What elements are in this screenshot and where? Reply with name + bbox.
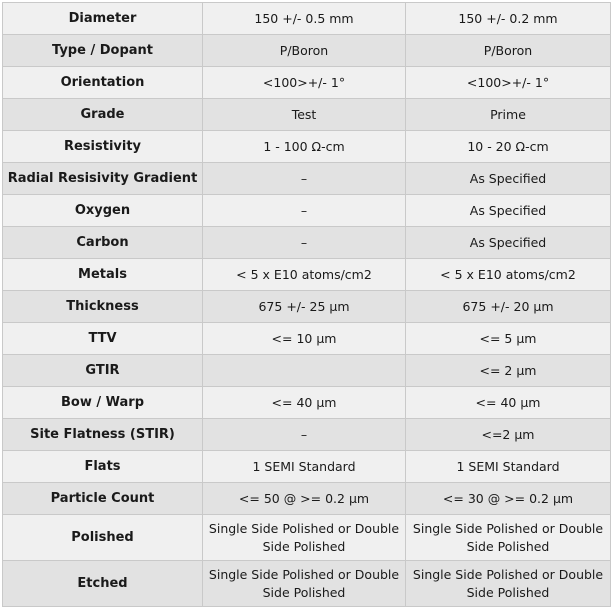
table-row [3, 323, 611, 355]
prime-grade-value: P/Boron [406, 35, 611, 67]
prime-grade-value: 150 +/- 0.2 mm [406, 3, 611, 35]
table-row [3, 99, 611, 131]
table-row [3, 387, 611, 419]
spec-label: Bow / Warp [3, 387, 203, 419]
test-grade-value: <= 50 @ >= 0.2 µm [203, 483, 406, 515]
spec-label: Type / Dopant [3, 35, 203, 67]
prime-grade-value: <= 2 µm [406, 355, 611, 387]
test-grade-value [203, 355, 406, 387]
prime-grade-value: <100>+/- 1° [406, 67, 611, 99]
spec-label: Flats [3, 451, 203, 483]
table-row [3, 259, 611, 291]
spec-label: Etched [3, 561, 203, 607]
table-row [3, 419, 611, 451]
test-grade-value: 1 SEMI Standard [203, 451, 406, 483]
prime-grade-value: <= 30 @ >= 0.2 µm [406, 483, 611, 515]
spec-label: GTIR [3, 355, 203, 387]
spec-label: Particle Count [3, 483, 203, 515]
spec-label: Orientation [3, 67, 203, 99]
prime-grade-value: 1 SEMI Standard [406, 451, 611, 483]
prime-grade-value: As Specified [406, 163, 611, 195]
spec-label: Radial Resisivity Gradient [3, 163, 203, 195]
spec-label: Thickness [3, 291, 203, 323]
test-grade-value: <= 40 µm [203, 387, 406, 419]
prime-grade-value: 675 +/- 20 µm [406, 291, 611, 323]
spec-label: Metals [3, 259, 203, 291]
prime-grade-value: <=2 µm [406, 419, 611, 451]
test-grade-value: <100>+/- 1° [203, 67, 406, 99]
prime-grade-value: < 5 x E10 atoms/cm2 [406, 259, 611, 291]
spec-label: Oxygen [3, 195, 203, 227]
prime-grade-value: Single Side Polished or Double Side Polished [406, 515, 611, 561]
test-grade-value: Single Side Polished or Double Side Polished [203, 515, 406, 561]
test-grade-value: < 5 x E10 atoms/cm2 [203, 259, 406, 291]
spec-label: Grade [3, 99, 203, 131]
prime-grade-value: 10 - 20 Ω-cm [406, 131, 611, 163]
table-row [3, 163, 611, 195]
table-row [3, 131, 611, 163]
test-grade-value: – [203, 419, 406, 451]
prime-grade-value: Prime [406, 99, 611, 131]
table-row [3, 195, 611, 227]
spec-label: Resistivity [3, 131, 203, 163]
table-row [3, 67, 611, 99]
test-grade-value: Test [203, 99, 406, 131]
test-grade-value: – [203, 195, 406, 227]
table-row [3, 291, 611, 323]
spec-label: Carbon [3, 227, 203, 259]
prime-grade-value: <= 5 µm [406, 323, 611, 355]
test-grade-value: 150 +/- 0.5 mm [203, 3, 406, 35]
table-row [3, 483, 611, 515]
prime-grade-value: Single Side Polished or Double Side Polished [406, 561, 611, 607]
prime-grade-value: As Specified [406, 195, 611, 227]
table-row [3, 355, 611, 387]
table-row [3, 561, 611, 607]
wafer-spec-table [2, 2, 611, 607]
test-grade-value: – [203, 163, 406, 195]
test-grade-value: P/Boron [203, 35, 406, 67]
table-row [3, 227, 611, 259]
table-row [3, 3, 611, 35]
table-row [3, 35, 611, 67]
spec-label: Diameter [3, 3, 203, 35]
test-grade-value: 1 - 100 Ω-cm [203, 131, 406, 163]
table-row [3, 515, 611, 561]
test-grade-value: 675 +/- 25 µm [203, 291, 406, 323]
test-grade-value: Single Side Polished or Double Side Polished [203, 561, 406, 607]
prime-grade-value: As Specified [406, 227, 611, 259]
test-grade-value: – [203, 227, 406, 259]
table-row [3, 451, 611, 483]
test-grade-value: <= 10 µm [203, 323, 406, 355]
spec-label: Site Flatness (STIR) [3, 419, 203, 451]
prime-grade-value: <= 40 µm [406, 387, 611, 419]
spec-label: Polished [3, 515, 203, 561]
spec-label: TTV [3, 323, 203, 355]
